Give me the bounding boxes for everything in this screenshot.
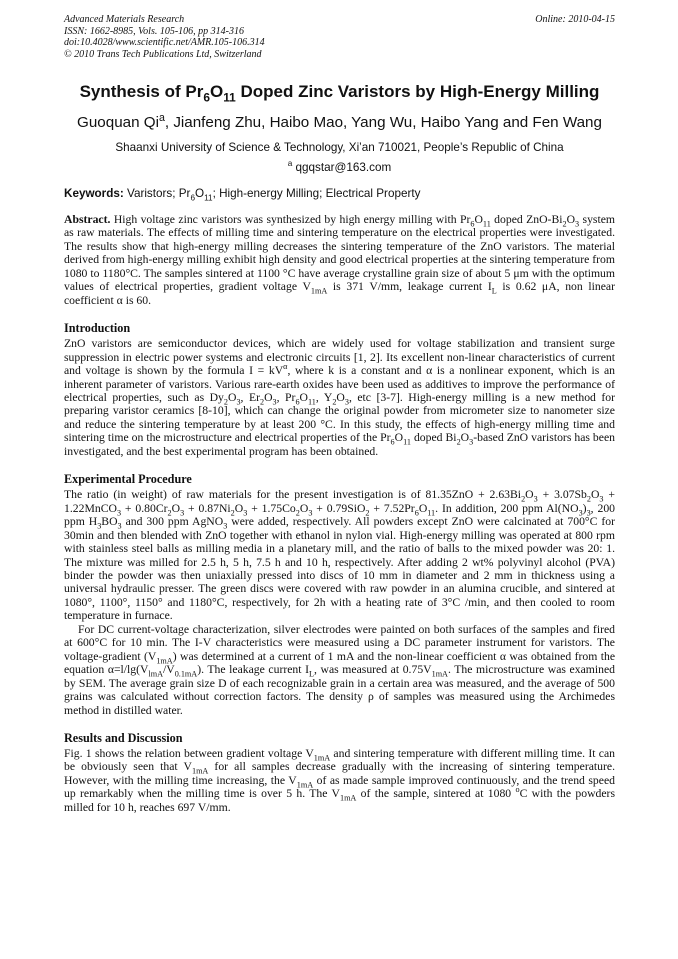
journal-header (64, 14, 615, 60)
issn-line: ISSN: 1662-8985, Vols. 105-106, pp 314-316 (64, 25, 244, 37)
section-heading-introduction: Introduction (64, 321, 131, 336)
author-email: $^a$ qgqstar@163.com (287, 159, 392, 174)
keywords: Keywords: Varistors; $Pr_6O_{11}$; High-energy Milling; Electrical Property (64, 187, 421, 203)
paper-page (64, 14, 615, 814)
affiliation: Shaanxi University of Science & Technology, Xi’an 710021, People’s Republic of China (115, 141, 564, 154)
journal-name: Advanced Materials Research (64, 14, 185, 25)
experimental-paragraph-1: The ratio (in weight) of raw materials for the present investigation is of $81.35ZnO + 2.63Bi_2O_3 + 3.07Sb_2O_3$ + 1.22MnCO$_3$ + $0.80Cr_2O_3 + 0.87Ni_2O_3 + 1.75Co_2O_3 + 0.79SiO_2 + 7.52Pr_6O_{11}$. In addition, 200 ppm $Al(NO_3)_3$, 200 ppm $H_3BO_3$ and 300 ppm AgNO$_3$ were added, respectively. All powders except ZnO were calcinated at 700°C for 30min and then blended with ZnO together with ethanol in nylon vial. High-energy milling was operated at 800 rpm with stainless steel balls as milling media in a planetary mill, and the ratio of balls to the mixed powder was 20: 1. The mixture was milled for 2.5 h, 5 h, 7.5 h and 10 h, respectively. After adding 2 wt% polyvinyl alcohol (PVA) binder the powder was then uniaxially pressed into discs of 10 mm in diameter and 2 mm in thickness using a universal hydraulic presser. The green discs were covered with raw powder in an alumina crucible, and sintered at 1080°, 1100°, 1150° and 1180°C, respectively, for 2h with a heating rate of 3°C /min, and then cooled to room temperature in furnace. (64, 488, 616, 623)
doi-line: doi:10.4028/www.scientific.net/AMR.105-106.314 (64, 37, 265, 48)
experimental-paragraph-2: For DC current-voltage characterization, silver electrodes were painted on both surfaces of the samples and fired at 600°C for 10 min. The I-V characteristics were measured using a DC parameter instrument for varistors. The voltage-gradient $(V_{1mA})$ was determined at a current of 1 mA and the non-linear coefficient α was obtained from the equation $\alpha=l/\lg(V_{lmA}/V_{0.1mA})$. The leakage current $I_L$, was measured at $0.75V_{1mA}$. The microstructure was examined by SEM. The average grain size D of each recognizable grain in a certain area was measured, and the average of 500 grains was calculated without correction factors. The density ρ of samples was measured using the Archimedes method in distilled water. (64, 622, 616, 717)
section-heading-results: Results and Discussion (64, 730, 183, 745)
paper-title: Synthesis of $Pr_6O_{11}$ Doped Zinc Varistors by High-Energy Milling (79, 82, 600, 105)
abstract: Abstract. High voltage zinc varistors was synthesized by high energy milling with $Pr_6O_{11}$ doped ZnO-$Bi_2O_3$ system as raw materials. The effects of milling time and sintering temperature on the electrical properties were investigated. The results show that high-energy milling decreases the sintering temperature of the ZnO varistors. The material derived from high-energy milling exhibit high density and good electrical properties at the sintering temperature from 1080 to 1180°C. The samples sintered at 1100 °C have average crystalline grain size of about 5 μm with the optimum values of electrical properties, gradient voltage $V_{1mA}$ is 371 V/mm, leakage current $I_L$ is 0.62 μA, non linear coefficient α is 60. (64, 213, 616, 307)
introduction-paragraph: ZnO varistors are semiconductor devices, which are widely used for voltage stabilization and transient surge suppression in electric power systems and electronic circuits [1, 2]. Its excellent non-linear characteristics of current and voltage is shown by the formula $I = kV^\alpha$, where k is a constant and α is a nonlinear exponent, which is an inherent parameter of varistors. Various rare-earth oxides have been used as additives to improve the performance of electrical properties, such as $Dy_2O_3$, $Er_2O_3$, $Pr_6O_{11}$, $Y_2O_3$, etc [3-7]. High-energy milling is a new method for preparing varistor ceramics [8-10], which can change the original powder from micrometer size to nanometer size and reduce the sintering temperature by at least 200 °C. In this study, the effects of high-energy milling time and sintering time on the microstructure and electrical properties of the $Pr_6O_{11}$ doped $Bi_2O_3$-based ZnO varistors has been investigated, and the best experimental program has been obtained. (64, 337, 615, 458)
online-date: Online: 2010-04-15 (535, 14, 615, 25)
section-heading-experimental: Experimental Procedure (64, 472, 192, 487)
results-paragraph: Fig. 1 shows the relation between gradient voltage $V_{1mA}$ and sintering temperature with different milling time. It can be obviously seen that $V_{1mA}$ for all samples decrease gradually with the increasing of sintering temperature. However, with the milling time increasing, the $V_{1mA}$ of as made sample improved continuously, and the trend speed up remarkably when the milling time is over 5 h. The $V_{1mA}$ of the sample, sintered at 1080 $^o$C with the powders milled for 10 h, reaches 697 V/mm. (64, 746, 615, 814)
copyright-line: © 2010 Trans Tech Publications Ltd, Switzerland (64, 48, 262, 60)
author-list: Guoquan Qi$^a$, Jianfeng Zhu, Haibo Mao, Yang Wu, Haibo Yang and Fen Wang (77, 111, 602, 131)
